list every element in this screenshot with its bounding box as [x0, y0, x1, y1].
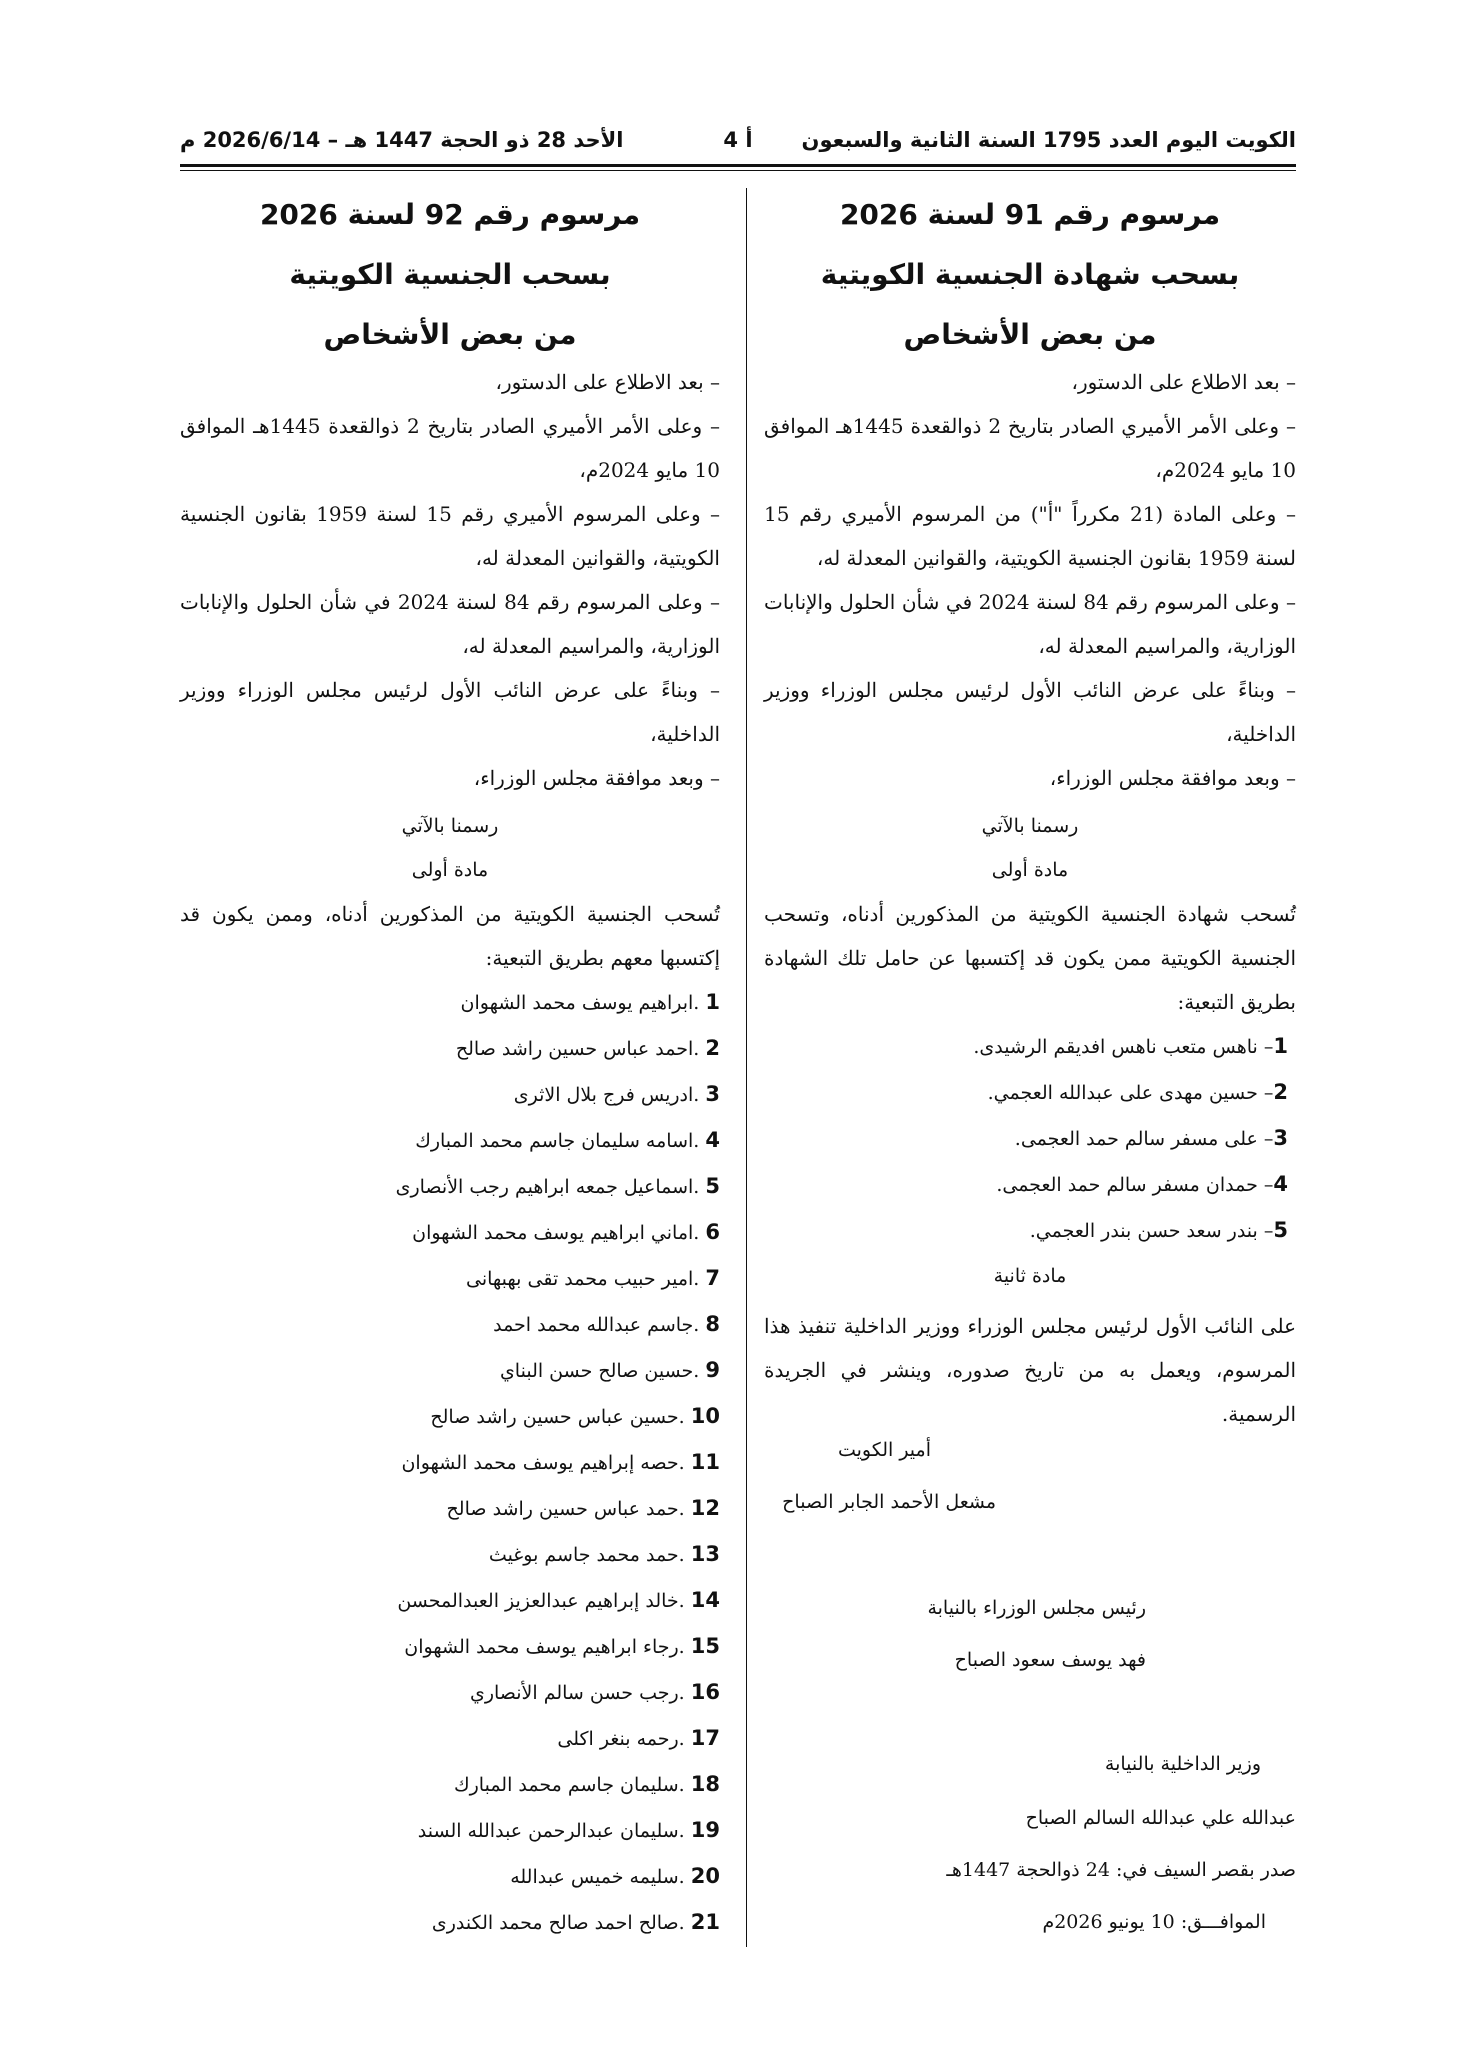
list-item: 7 .امير حبيب محمد تقى بهبهانى [466, 1266, 720, 1290]
decree-91-subtitle: بسحب شهادة الجنسية الكويتية [820, 258, 1240, 291]
interior-minister-title: وزير الداخلية بالنيابة [1104, 1753, 1261, 1775]
list-item: 14 .خالد إبراهيم عبدالعزيز العبدالمحسن [397, 1588, 720, 1612]
decree-91-title: مرسوم رقم 91 لسنة 2026 [839, 198, 1221, 231]
decree-91-decreed: رسمنا بالآتي [981, 815, 1079, 837]
decree-91-article-1-text: تُسحب شهادة الجنسية الكويتية من المذكورين أدناه، وتسحب الجنسية الكويتية ممن يكون قد إكتسبها عن حامل تلك الشهادة بطريق التبعية: [764, 902, 1296, 1014]
decree-92-names-list [180, 980, 720, 1946]
decree-92-preamble [180, 360, 720, 800]
preamble-item: – بعد الاطلاع على الدستور، [1071, 370, 1296, 394]
decree-92-subtitle-2: من بعض الأشخاص [323, 318, 577, 351]
list-item: 11 .حصه إبراهيم يوسف محمد الشهوان [401, 1450, 720, 1474]
interior-minister-name: عبدالله علي عبدالله السالم الصباح [1025, 1807, 1296, 1829]
list-item: 3 .ادريس فرج بلال الاثرى [513, 1082, 720, 1106]
emir-title: أمير الكويت [837, 1439, 931, 1461]
preamble-item: – وعلى المادة (21 مكرراً "أ") من المرسوم الأميري رقم 15 لسنة 1959 بقانون الجنسية الكويتية، والقوانين المعدلة له، [764, 502, 1297, 570]
preamble-item: – وعلى المرسوم رقم 84 لسنة 2024 في شأن الحلول والإنابات الوزارية، والمراسيم المعدلة له، [180, 590, 720, 658]
issued-place-date: صدر بقصر السيف في: 24 ذوالحجة 1447هـ [946, 1859, 1296, 1881]
corresponding-date: الموافـــق: 10 يونيو 2026م [1042, 1911, 1266, 1933]
list-item: 9 .حسين صالح حسن البناي [499, 1358, 720, 1382]
list-item: 8 .جاسم عبدالله محمد احمد [493, 1312, 720, 1336]
list-item: 4 .اسامه سليمان جاسم محمد المبارك [415, 1128, 720, 1152]
header-page-number: أ 4 [723, 128, 753, 152]
list-item: 12 .حمد عباس حسين راشد صالح [446, 1496, 720, 1520]
decree-91-preamble [764, 360, 1296, 800]
decree-92-title: مرسوم رقم 92 لسنة 2026 [259, 198, 641, 231]
list-item: 10 .حسين عباس حسين راشد صالح [430, 1404, 720, 1428]
header-issue: الكويت اليوم العدد 1795 السنة الثانية والسبعون [801, 128, 1296, 152]
decree-92-article-1-heading: مادة أولى [411, 859, 489, 881]
list-item: 3– على مسفر سالم حمد العجمى. [1014, 1126, 1288, 1150]
list-item: 21 .صالح احمد صالح محمد الكندرى [431, 1910, 720, 1934]
list-item: 2– حسين مهدى على عبدالله العجمي. [987, 1080, 1288, 1104]
emir-name: مشعل الأحمد الجابر الصباح [782, 1491, 996, 1513]
list-item: 6 .اماني ابراهيم يوسف محمد الشهوان [412, 1220, 720, 1244]
list-item: 17 .رحمه بنغر اكلى [557, 1726, 720, 1750]
decree-91-article-2-text: على النائب الأول لرئيس مجلس الوزراء ووزير الداخلية تنفيذ هذا المرسوم، ويعمل به من تاريخ صدوره، وينشر في الجريدة الرسمية. [764, 1314, 1296, 1426]
list-item: 15 .رجاء ابراهيم يوسف محمد الشهوان [404, 1634, 720, 1658]
list-item: 20 .سليمه خميس عبدالله [510, 1864, 720, 1888]
list-item: 5 .اسماعيل جمعه ابراهيم رجب الأنصارى [395, 1174, 720, 1198]
preamble-item: – وبناءً على عرض النائب الأول لرئيس مجلس الوزراء ووزير الداخلية، [764, 678, 1296, 746]
list-item: 13 .حمد محمد جاسم بوغيث [488, 1542, 720, 1566]
decree-91-article-2-heading: مادة ثانية [993, 1265, 1067, 1287]
pm-name: فهد يوسف سعود الصباح [954, 1649, 1146, 1671]
preamble-item: – وعلى الأمر الأميري الصادر بتاريخ 2 ذوالقعدة 1445هـ الموافق 10 مايو 2024م، [764, 414, 1297, 482]
list-item: 5– بندر سعد حسن بندر العجمي. [1029, 1218, 1288, 1242]
header-rule-thin [180, 170, 1296, 171]
preamble-item: – وبعد موافقة مجلس الوزراء، [1049, 766, 1296, 790]
list-item: 18 .سليمان جاسم محمد المبارك [453, 1772, 720, 1796]
decree-92-article-1-text: تُسحب الجنسية الكويتية من المذكورين أدناه، وممن يكون قد إكتسبها معهم بطريق التبعية: [180, 902, 720, 970]
list-item: 1– ناهس متعب ناهس افديقم الرشيدى. [973, 1034, 1288, 1058]
decree-92-column [180, 190, 720, 1946]
preamble-item: – وعلى المرسوم الأميري رقم 15 لسنة 1959 بقانون الجنسية الكويتية، والقوانين المعدلة له، [180, 502, 720, 570]
preamble-item: – بعد الاطلاع على الدستور، [495, 370, 720, 394]
pm-title: رئيس مجلس الوزراء بالنيابة [927, 1597, 1146, 1619]
preamble-item: – وعلى المرسوم رقم 84 لسنة 2024 في شأن الحلول والإنابات الوزارية، والمراسيم المعدلة له، [764, 590, 1296, 658]
running-header [180, 118, 1296, 164]
decree-91-subtitle-2: من بعض الأشخاص [903, 318, 1157, 351]
decree-91-names-list [764, 1024, 1296, 1254]
header-date: الأحد 28 ذو الحجة 1447 هـ – 2026/6/14 م [180, 128, 624, 152]
preamble-item: – وعلى الأمر الأميري الصادر بتاريخ 2 ذوالقعدة 1445هـ الموافق 10 مايو 2024م، [180, 414, 721, 482]
list-item: 1 .ابراهيم يوسف محمد الشهوان [460, 990, 720, 1014]
decree-91-article-1-heading: مادة أولى [991, 859, 1069, 881]
list-item: 2 .احمد عباس حسين راشد صالح [455, 1036, 720, 1060]
column-divider [746, 188, 747, 1947]
decree-92-decreed: رسمنا بالآتي [401, 815, 499, 837]
preamble-item: – وبناءً على عرض النائب الأول لرئيس مجلس الوزراء ووزير الداخلية، [180, 678, 720, 746]
preamble-item: – وبعد موافقة مجلس الوزراء، [473, 766, 720, 790]
header-rule-thick [180, 164, 1296, 167]
list-item: 19 .سليمان عبدالرحمن عبدالله السند [417, 1818, 720, 1842]
decree-91-column [764, 190, 1296, 1436]
list-item: 4– حمدان مسفر سالم حمد العجمى. [996, 1172, 1288, 1196]
list-item: 16 .رجب حسن سالم الأنصاري [469, 1680, 720, 1704]
decree-92-subtitle: بسحب الجنسية الكويتية [289, 258, 611, 291]
